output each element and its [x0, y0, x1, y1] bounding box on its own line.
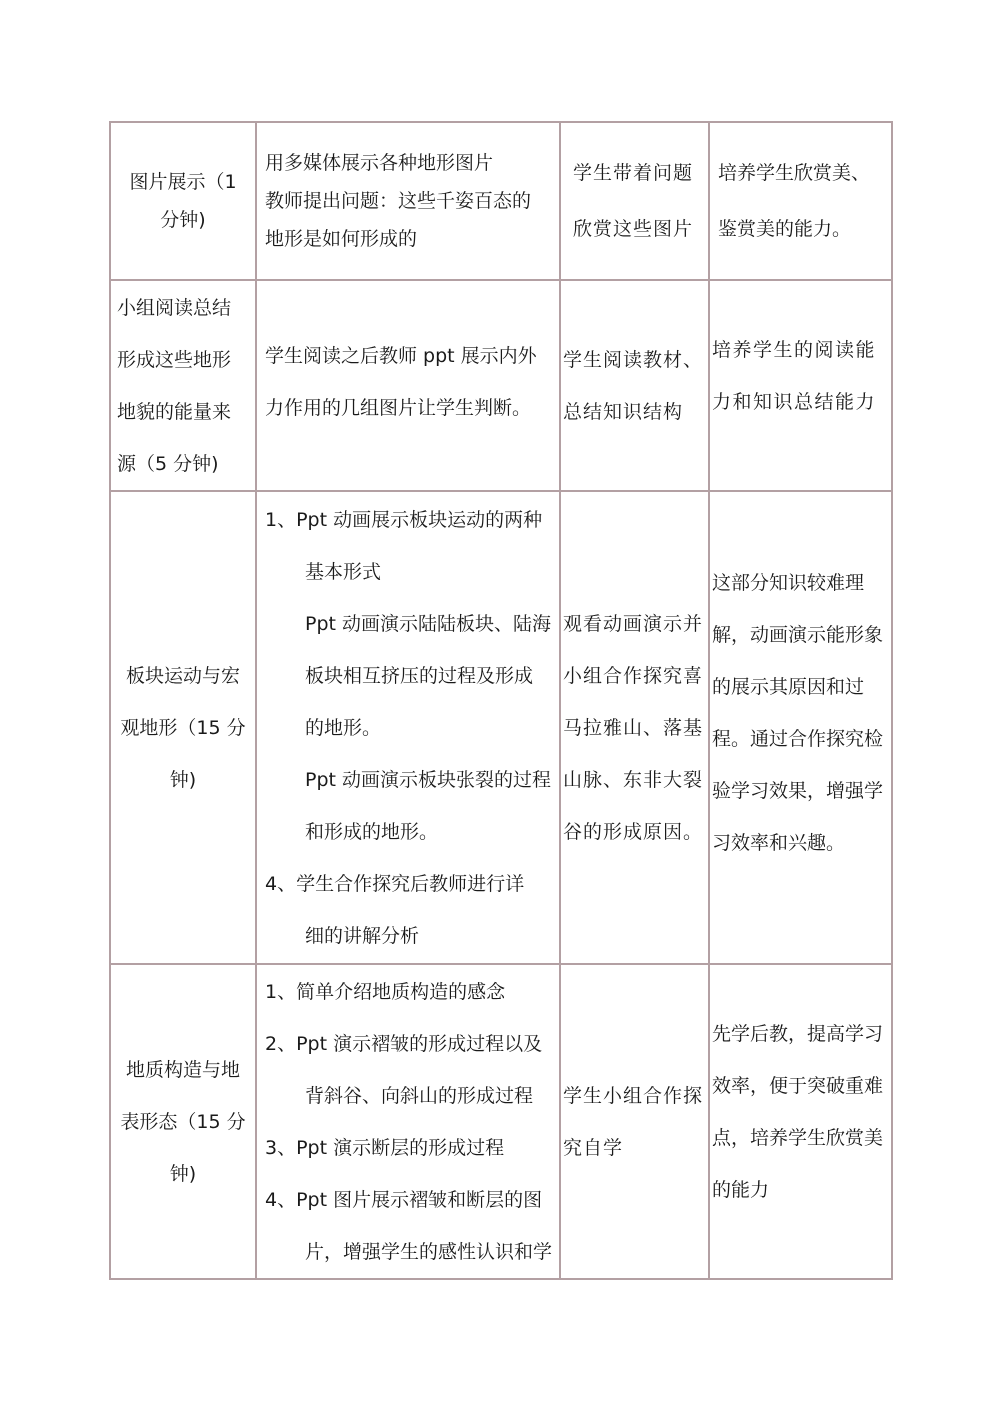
stage-text: 地质构造与地 [125, 1058, 240, 1081]
table-row [110, 122, 892, 280]
teacher-text: 2、Ppt 演示褶皱的形成过程以及 [265, 1032, 543, 1055]
student-text: 山脉、东非大裂 [563, 768, 704, 791]
teacher-text: 1、Ppt 动画展示板块运动的两种 [265, 508, 543, 531]
stage-text: 表形态（15 分 [120, 1110, 246, 1133]
teacher-text: 片，增强学生的感性认识和学 [305, 1240, 553, 1263]
student-text: 观看动画演示并 [563, 612, 704, 635]
purpose-text: 先学后教，提高学习 [712, 1022, 884, 1045]
stage-text: 源（5 分钟) [117, 452, 219, 475]
stage-cell [110, 280, 256, 491]
purpose-text: 点，培养学生欣赏美 [712, 1126, 884, 1149]
teacher-text: 力作用的几组图片让学生判断。 [265, 396, 532, 419]
purpose-text: 解，动画演示能形象 [712, 623, 884, 646]
stage-text: 地貌的能量来 [117, 400, 232, 423]
teacher-text: 4、学生合作探究后教师进行详 [265, 872, 525, 895]
purpose-text: 效率，便于突破重难 [712, 1074, 884, 1097]
teacher-text: 教师提出问题：这些千姿百态的 [265, 190, 532, 212]
table-row [110, 964, 892, 1279]
teacher-text: 用多媒体展示各种地形图片 [265, 152, 494, 174]
table-row [110, 491, 892, 964]
teacher-text: 细的讲解分析 [305, 924, 420, 947]
teacher-text: Ppt 动画演示板块张裂的过程 [305, 768, 552, 791]
purpose-cell [709, 280, 892, 491]
student-text: 究自学 [563, 1136, 624, 1159]
teacher-text: 的地形。 [305, 716, 382, 739]
teacher-text: 1、简单介绍地质构造的感念 [265, 980, 506, 1003]
teacher-text: 地形是如何形成的 [265, 228, 418, 250]
teacher-text: Ppt 动画演示陆陆板块、陆海 [305, 612, 552, 635]
stage-text: 分钟) [160, 209, 206, 231]
purpose-text: 培养学生欣赏美、 [718, 162, 871, 184]
teacher-text: 学生阅读之后教师 ppt 展示内外 [265, 344, 537, 367]
stage-text: 钟) [169, 768, 197, 791]
student-text: 学生带着问题 [573, 162, 694, 184]
lesson-plan-table [109, 121, 893, 1280]
student-activity-cell [560, 122, 709, 280]
student-activity-cell [560, 964, 709, 1279]
table-row [110, 280, 892, 491]
purpose-text: 力和知识总结能力 [712, 390, 877, 413]
stage-text: 观地形（15 分 [120, 716, 246, 739]
student-text: 欣赏这些图片 [573, 218, 694, 240]
student-text: 总结知识结构 [563, 400, 684, 423]
teacher-activity-cell [256, 491, 560, 964]
purpose-text: 程。通过合作探究检 [712, 727, 884, 750]
purpose-text: 的展示其原因和过 [712, 675, 865, 698]
purpose-text: 这部分知识较难理 [712, 571, 865, 594]
student-text: 谷的形成原因。 [563, 820, 704, 843]
purpose-text: 培养学生的阅读能 [712, 338, 877, 361]
stage-text: 钟) [169, 1162, 197, 1185]
stage-cell [110, 122, 256, 280]
teacher-text: 3、Ppt 演示断层的形成过程 [265, 1136, 505, 1159]
student-activity-cell [560, 280, 709, 491]
teacher-text: 背斜谷、向斜山的形成过程 [305, 1084, 534, 1107]
purpose-text: 鉴赏美的能力。 [718, 218, 852, 240]
stage-text: 小组阅读总结 [117, 296, 232, 319]
purpose-text: 验学习效果，增强学 [712, 779, 884, 802]
purpose-text: 的能力 [712, 1178, 770, 1201]
student-text: 马拉雅山、落基 [563, 716, 704, 739]
purpose-text: 习效率和兴趣。 [712, 831, 846, 854]
purpose-cell [709, 491, 892, 964]
student-text: 小组合作探究喜 [563, 664, 704, 687]
purpose-cell [709, 964, 892, 1279]
teacher-text: 板块相互挤压的过程及形成 [305, 664, 534, 687]
teacher-activity-cell [256, 122, 560, 280]
stage-cell [110, 491, 256, 964]
stage-text: 形成这些地形 [117, 348, 232, 371]
stage-text: 板块运动与宏 [125, 664, 240, 687]
teacher-activity-cell [256, 280, 560, 491]
stage-cell [110, 964, 256, 1279]
student-text: 学生阅读教材、 [563, 348, 704, 371]
student-text: 学生小组合作探 [563, 1084, 704, 1107]
stage-text: 图片展示（1 [129, 171, 237, 193]
teacher-text: 基本形式 [305, 560, 382, 583]
teacher-text: 4、Ppt 图片展示褶皱和断层的图 [265, 1188, 543, 1211]
teacher-activity-cell [256, 964, 560, 1279]
student-activity-cell [560, 491, 709, 964]
teacher-text: 和形成的地形。 [305, 820, 439, 843]
purpose-cell [709, 122, 892, 280]
